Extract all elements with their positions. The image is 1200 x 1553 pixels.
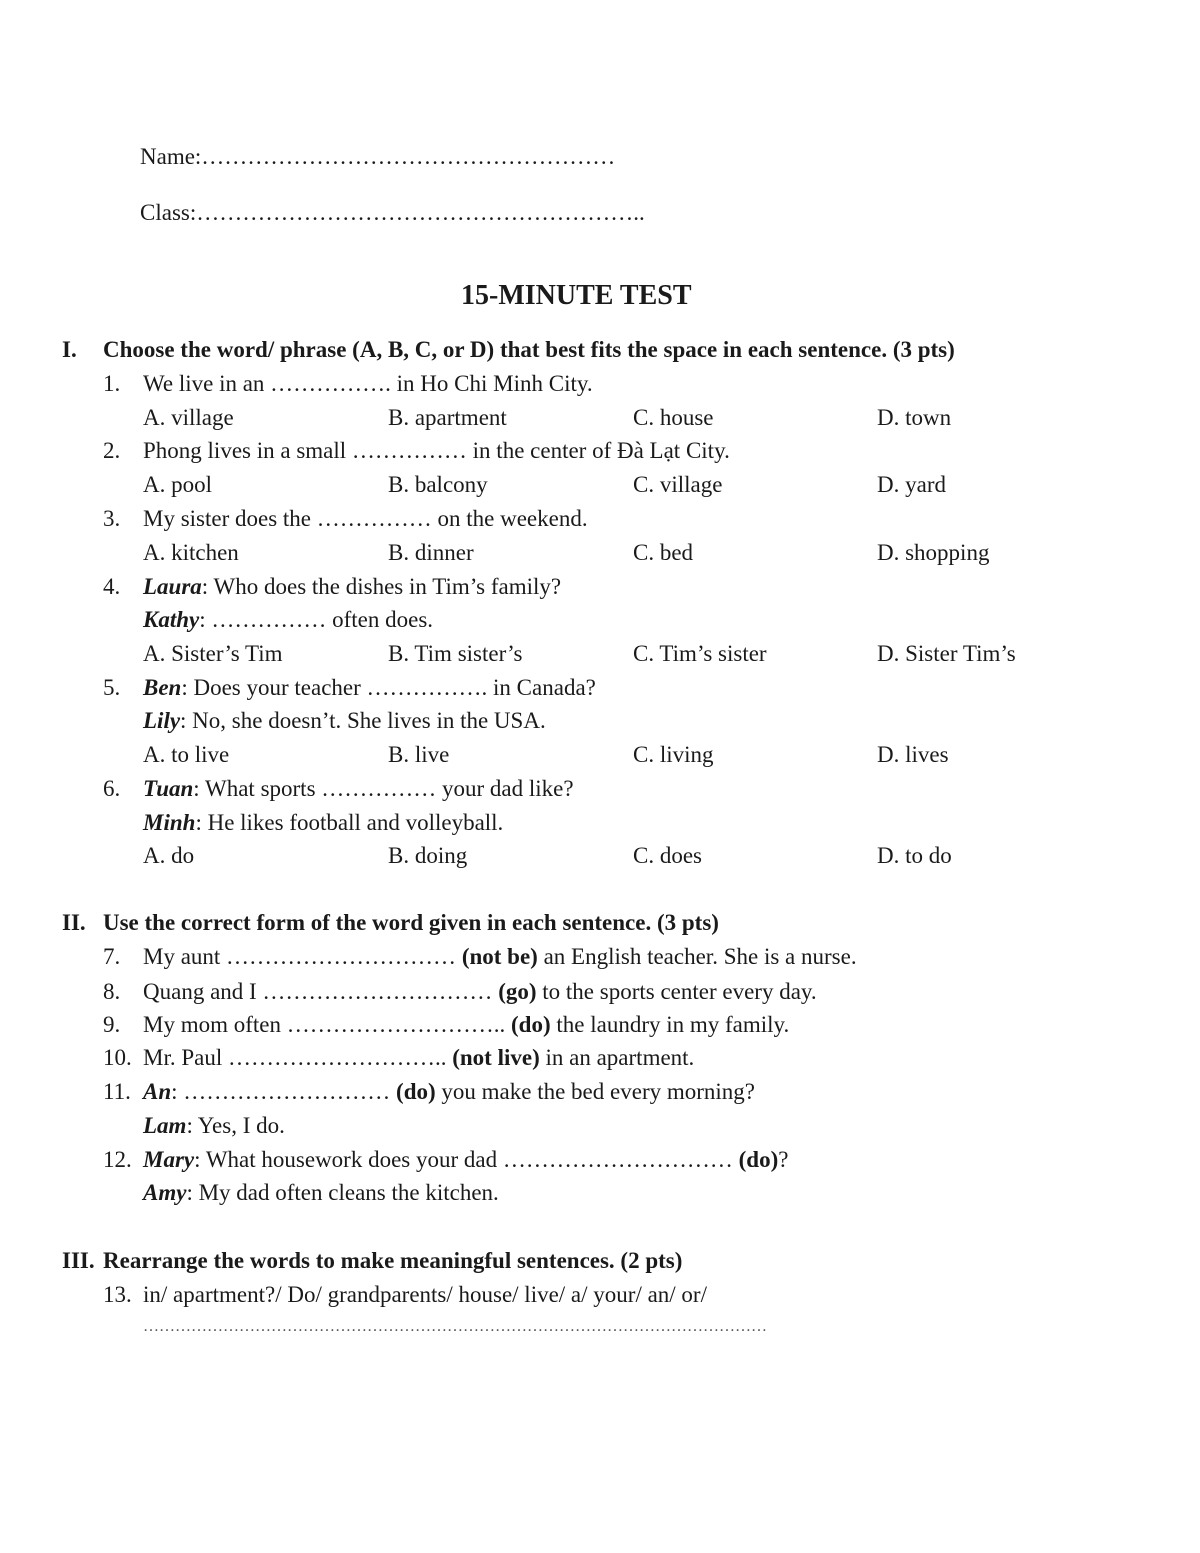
- option-a[interactable]: A. village: [143, 405, 234, 430]
- verb-hint: (go): [498, 979, 537, 1004]
- question-text-end: you make the bed every morning?: [435, 1079, 755, 1104]
- option-a[interactable]: A. to live: [143, 742, 230, 767]
- question-text: : Who does the dishes in Tim’s family?: [201, 574, 562, 599]
- verb-hint: (not live): [452, 1045, 540, 1070]
- response-text: : Yes, I do.: [186, 1113, 285, 1138]
- question-5-response: [143, 708, 546, 734]
- question-number: 1.: [103, 371, 121, 396]
- question-number: 4.: [103, 574, 121, 599]
- speaker-name: An: [143, 1079, 172, 1104]
- question-text-end: ?: [778, 1147, 789, 1172]
- question-text-end: the laundry in my family.: [550, 1012, 790, 1037]
- answer-line[interactable]: ………………………………………………………………………………………………………: [143, 1318, 767, 1335]
- speaker-name: Ben: [143, 675, 182, 700]
- question-5: [103, 675, 596, 701]
- question-text[interactable]: Mr. Paul ………………………..: [143, 1045, 453, 1070]
- question-6-response: [143, 810, 503, 836]
- question-text-end: an English teacher. She is a nurse.: [537, 944, 857, 969]
- question-1: [103, 371, 593, 397]
- question-number: 11.: [103, 1079, 131, 1104]
- page-title: 15-MINUTE TEST: [461, 280, 692, 311]
- option-a[interactable]: A. Sister’s Tim: [143, 641, 283, 666]
- question-9: [103, 1012, 789, 1038]
- verb-hint: (do): [511, 1012, 551, 1037]
- option-d[interactable]: D. yard: [877, 472, 946, 497]
- question-12: [103, 1147, 788, 1173]
- section-2-numeral: II.: [62, 910, 86, 935]
- section-2-instruction: Use the correct form of the word given in each sentence. (3 pts): [103, 910, 719, 935]
- question-4-response: [143, 607, 433, 633]
- question-text: : Does your teacher ……………. in Canada?: [181, 675, 596, 700]
- speaker-name: Lam: [143, 1113, 187, 1138]
- option-c[interactable]: C. house: [633, 405, 714, 430]
- question-13: [103, 1282, 707, 1308]
- option-b[interactable]: B. apartment: [388, 405, 507, 430]
- option-d[interactable]: D. to do: [877, 843, 952, 868]
- question-text: My sister does the …………… on the weekend.: [143, 506, 588, 531]
- option-c[interactable]: C. bed: [633, 540, 694, 565]
- question-2: [103, 438, 730, 464]
- question-text: in/ apartment?/ Do/ grandparents/ house/ live/ a/ your/ an/ or/: [143, 1282, 707, 1307]
- response-text: : He likes football and volleyball.: [195, 810, 504, 835]
- option-b[interactable]: B. dinner: [388, 540, 474, 565]
- question-number: 12.: [103, 1147, 132, 1172]
- question-text: Phong lives in a small …………… in the center of Đà Lạt City.: [143, 438, 730, 463]
- option-b[interactable]: B. live: [388, 742, 450, 767]
- option-b[interactable]: B. balcony: [388, 472, 488, 497]
- option-a[interactable]: A. pool: [143, 472, 212, 497]
- option-b[interactable]: B. doing: [388, 843, 468, 868]
- question-6-options: [0, 843, 1200, 873]
- question-number: 5.: [103, 675, 121, 700]
- verb-hint: (do): [396, 1079, 436, 1104]
- question-5-options: [0, 742, 1200, 772]
- question-11-response: [143, 1113, 285, 1139]
- question-number: 7.: [103, 944, 121, 969]
- question-8: [103, 979, 817, 1005]
- question-number: 10.: [103, 1045, 132, 1070]
- question-number: 2.: [103, 438, 121, 463]
- speaker-name: Minh: [143, 810, 196, 835]
- question-number: 3.: [103, 506, 121, 531]
- option-a[interactable]: A. do: [143, 843, 195, 868]
- option-d[interactable]: D. town: [877, 405, 952, 430]
- question-text[interactable]: : What housework does your dad …………………………: [194, 1147, 739, 1172]
- question-text: We live in an ……………. in Ho Chi Minh City.: [143, 371, 593, 396]
- question-text[interactable]: Quang and I …………………………: [143, 979, 499, 1004]
- section-3-numeral: III.: [62, 1248, 95, 1273]
- verb-hint: (not be): [461, 944, 538, 969]
- question-7: [103, 944, 857, 970]
- question-text: : What sports …………… your dad like?: [193, 776, 574, 801]
- question-text[interactable]: My mom often ………………………..: [143, 1012, 511, 1037]
- question-text[interactable]: My aunt …………………………: [143, 944, 462, 969]
- question-3: [103, 506, 588, 532]
- response-text: : My dad often cleans the kitchen.: [186, 1180, 499, 1205]
- question-number: 9.: [103, 1012, 121, 1037]
- response-text: : …………… often does.: [199, 607, 434, 632]
- class-line[interactable]: Class:…………………………………………………..: [140, 200, 645, 225]
- question-number: 8.: [103, 979, 121, 1004]
- question-11: [103, 1079, 755, 1105]
- question-2-options: [0, 472, 1200, 502]
- speaker-name: Amy: [143, 1180, 187, 1205]
- verb-hint: (do): [738, 1147, 779, 1172]
- question-text-end: to the sports center every day.: [536, 979, 817, 1004]
- option-c[interactable]: C. Tim’s sister: [633, 641, 767, 666]
- question-text[interactable]: : ………………………: [171, 1079, 397, 1104]
- question-number: 13.: [103, 1282, 132, 1307]
- question-4: [103, 574, 561, 600]
- option-d[interactable]: D. lives: [877, 742, 949, 767]
- response-text: : No, she doesn’t. She lives in the USA.: [180, 708, 546, 733]
- speaker-name: Kathy: [143, 607, 200, 632]
- option-c[interactable]: C. does: [633, 843, 702, 868]
- name-line[interactable]: Name:………………………………………………: [140, 144, 616, 169]
- question-1-options: [0, 405, 1200, 435]
- option-d[interactable]: D. shopping: [877, 540, 990, 565]
- question-10: [103, 1045, 694, 1071]
- option-d[interactable]: D. Sister Tim’s: [877, 641, 1016, 666]
- section-1-numeral: I.: [62, 337, 77, 362]
- speaker-name: Mary: [143, 1147, 195, 1172]
- section-3-instruction: Rearrange the words to make meaningful sentences. (2 pts): [103, 1248, 683, 1273]
- question-text-end: in an apartment.: [539, 1045, 695, 1070]
- speaker-name: Laura: [143, 574, 202, 599]
- option-c[interactable]: C. village: [633, 472, 723, 497]
- speaker-name: Tuan: [143, 776, 194, 801]
- question-number: 6.: [103, 776, 121, 801]
- speaker-name: Lily: [143, 708, 181, 733]
- question-3-options: [0, 540, 1200, 570]
- section-1-instruction: Choose the word/ phrase (A, B, C, or D) that best fits the space in each sentence. (3 pts): [103, 337, 955, 362]
- question-12-response: [143, 1180, 499, 1206]
- question-4-options: [0, 641, 1200, 671]
- option-a[interactable]: A. kitchen: [143, 540, 239, 565]
- option-b[interactable]: B. Tim sister’s: [388, 641, 523, 666]
- option-c[interactable]: C. living: [633, 742, 714, 767]
- question-6: [103, 776, 574, 802]
